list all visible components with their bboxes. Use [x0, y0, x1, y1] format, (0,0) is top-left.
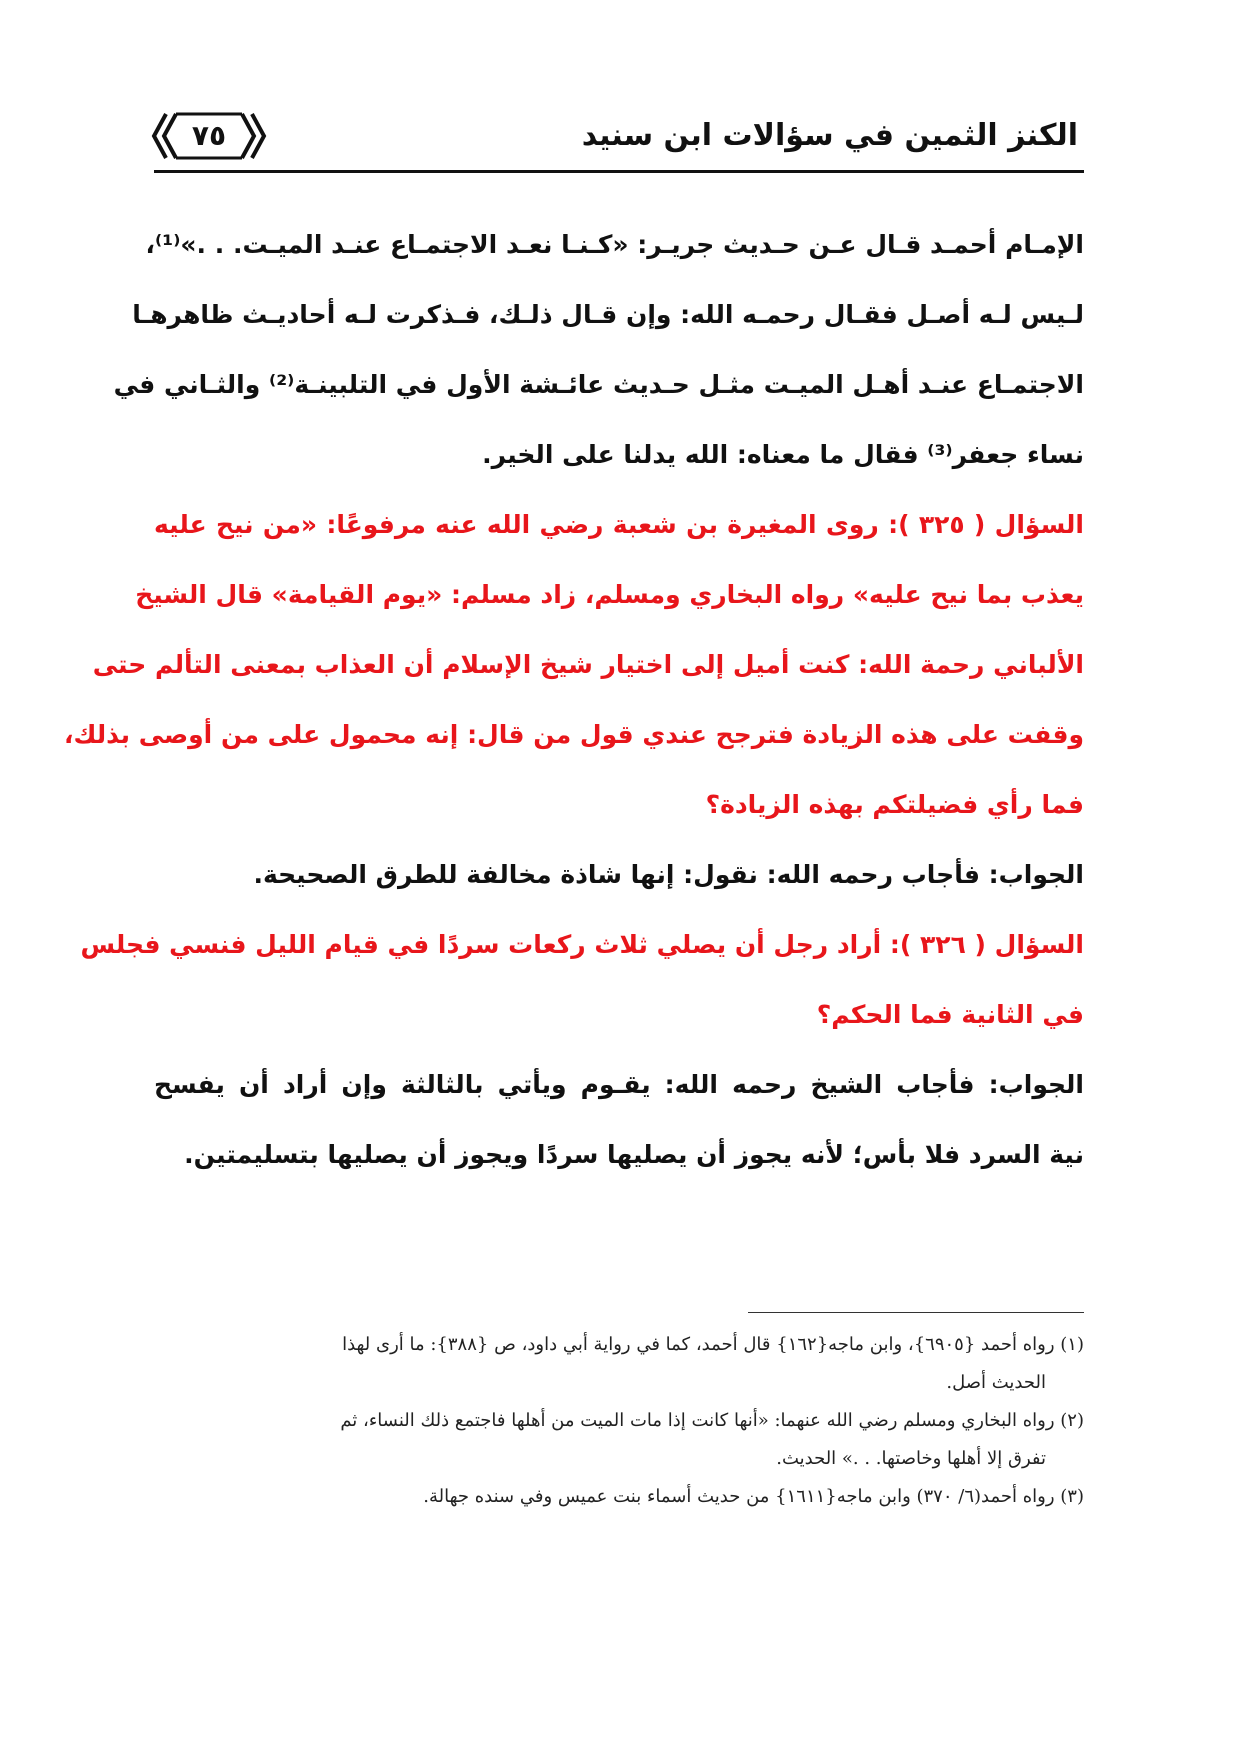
page-number: ٧٥ — [191, 119, 227, 152]
footnote-3 — [154, 1478, 1084, 1516]
answer-line — [154, 1050, 1084, 1120]
question-line: السؤال ( ٣٢٦ ): أراد رجل أن يصلي ثلاث ركعات سردًا في قيام الليل فنسي فجلس — [80, 930, 1084, 959]
answer-label: الجواب — [998, 1070, 1084, 1099]
footnote-line: تفرق إلا أهلها وخاصتها. . .» الحديث. — [776, 1448, 1046, 1469]
paragraph-intro — [113, 210, 1084, 490]
answer-text: : فأجاب الشيخ رحمه الله: يقـوم ويأتي بالثالثة وإن أراد أن يفسح — [154, 1070, 999, 1099]
answer-text: : فأجاب رحمه الله: نقول: إنها شاذة مخالفة للطرق الصحيحة. — [253, 860, 999, 889]
question-line: الألباني رحمة الله: كنت أميل إلى اختيار شيخ الإسلام أن العذاب بمعنى التألم حتى — [92, 650, 1084, 679]
question-326 — [80, 910, 1084, 1050]
question-line: يعذب بما نيح عليه» رواه البخاري ومسلم، زاد مسلم: «يوم القيامة» قال الشيخ — [135, 580, 1084, 609]
body-text — [64, 210, 1084, 1190]
footnotes — [154, 1326, 1084, 1516]
text-line: الاجتمـاع عنـد أهـل الميـت مثـل حـديث عائـشة الأول في التلبينـة⁽²⁾ والثـاني في — [113, 370, 1084, 399]
text-line: نساء جعفر⁽³⁾ فقال ما معناه: الله يدلنا على الخير. — [482, 440, 1084, 469]
question-line: في الثانية فما الحكم؟ — [816, 1000, 1084, 1029]
answer-325 — [154, 840, 1084, 910]
footnote-line: (١) رواه أحمد {٦٩٠٥}، وابن ماجه{١٦٢} قال أحمد، كما في رواية أبي داود، ص {٣٨٨}: ما أرى لهذا — [342, 1334, 1084, 1355]
footnote-2 — [154, 1402, 1084, 1478]
question-line: السؤال ( ٣٢٥ ): روى المغيرة بن شعبة رضي الله عنه مرفوعًا: «من نيح عليه — [154, 510, 1084, 539]
text-line: الإمـام أحمـد قـال عـن حـديث جريـر: «كـنـا نعـد الاجتمـاع عنـد الميـت. . .»⁽¹⁾، — [145, 230, 1084, 259]
text-line: لـيس لـه أصـل فقـال رحمـه الله: وإن قـال ذلـك، فـذكرت لـه أحاديـث ظاهرهـا — [132, 300, 1084, 329]
question-line: وقفت على هذه الزيادة فترجح عندي قول من قال: إنه محمول على من أوصى بذلك، — [64, 720, 1084, 749]
answer-326 — [154, 1050, 1084, 1190]
answer-line: نية السرد فلا بأس؛ لأنه يجوز أن يصليها سردًا ويجوز أن يصليها بتسليمتين. — [184, 1140, 1084, 1169]
question-325 — [64, 490, 1084, 840]
question-line: فما رأي فضيلتكم بهذه الزيادة؟ — [705, 790, 1084, 819]
footnote-divider — [748, 1312, 1084, 1313]
footnote-line: (٢) رواه البخاري ومسلم رضي الله عنهما: «أنها كانت إذا مات الميت من أهلها فاجتمع ذلك النساء، ثم — [340, 1410, 1084, 1431]
header-divider — [154, 170, 1084, 173]
answer-label: الجواب — [998, 860, 1084, 889]
footnote-1 — [154, 1326, 1084, 1402]
footnote-line: (٣) رواه أحمد(٦/ ٣٧٠) وابن ماجه{١٦١١} من حديث أسماء بنت عميس وفي سنده جهالة. — [423, 1486, 1084, 1507]
footnote-line: الحديث أصل. — [946, 1372, 1046, 1393]
book-title: الكنز الثمين في سؤالات ابن سنيد — [581, 118, 1078, 153]
page-number-badge — [154, 108, 264, 164]
